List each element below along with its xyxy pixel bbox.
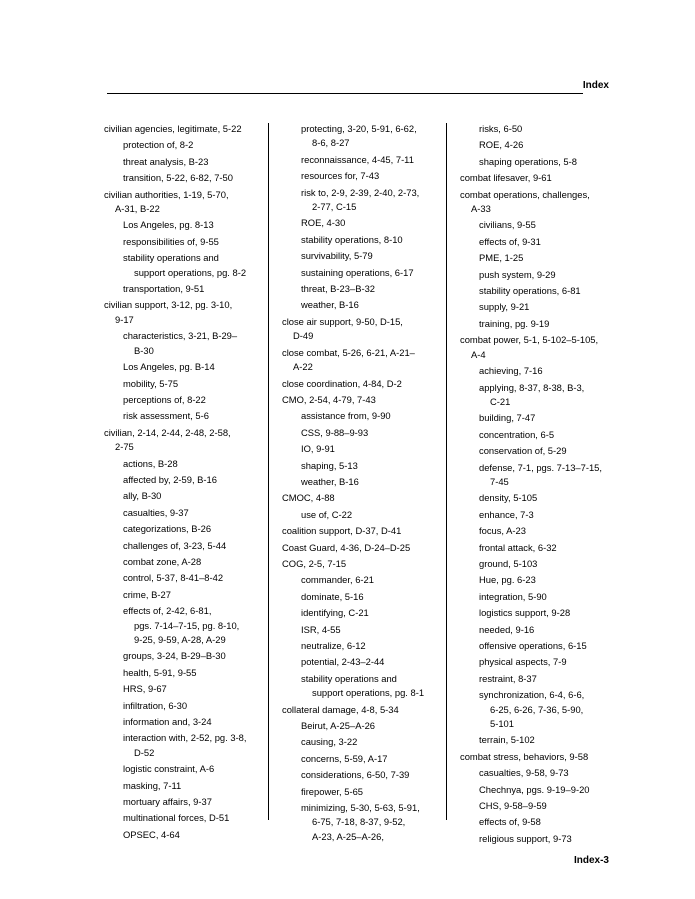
index-entry-line: casualties, 9-58, 9-73: [479, 767, 569, 779]
index-entry-line: applying, 8-37, 8-38, B-3,: [479, 381, 585, 393]
index-subentry: [282, 590, 452, 604]
index-subentry: [104, 377, 266, 391]
index-entry-line: 2-75: [115, 441, 134, 453]
column-divider-2: [446, 123, 447, 820]
index-entry: [460, 188, 630, 217]
index-subentry: [282, 801, 452, 844]
index-entry-line: perceptions of, 8-22: [123, 393, 206, 405]
index-subentry: [282, 573, 452, 587]
index-subentry: [460, 235, 630, 249]
index-entry-line: HRS, 9-67: [123, 683, 167, 695]
index-entry-line: reconnaissance, 4-45, 7-11: [301, 153, 414, 165]
index-subentry: [460, 508, 630, 522]
index-subentry: [460, 428, 630, 442]
index-entry-line: effects of, 2-42, 6-81,: [123, 605, 212, 617]
index-subentry: [282, 459, 452, 473]
index-entry-line: D-52: [134, 746, 155, 758]
index-entry-line: transition, 5-22, 6-82, 7-50: [123, 172, 233, 184]
index-entry-line: coalition support, D-37, D-41: [282, 525, 402, 537]
index-entry-line: firepower, 5-65: [301, 785, 364, 797]
index-entry-line: ally, B-30: [123, 490, 162, 502]
index-entry-line: combat power, 5-1, 5-102–5-105,: [460, 334, 599, 346]
index-entry: [282, 315, 452, 344]
index-entry: [282, 703, 452, 717]
index-subentry: [104, 329, 266, 358]
index-subentry: [282, 266, 452, 280]
index-entry-line: pgs. 7-14–7-15, pg. 8-10,: [134, 619, 240, 631]
index-subentry: [460, 268, 630, 282]
index-subentry: [104, 762, 266, 776]
index-entry-line: offensive operations, 6-15: [479, 640, 587, 651]
index-subentry: [282, 442, 452, 456]
index-entry-line: conservation of, 5-29: [479, 445, 567, 457]
index-entry-line: stability operations and: [123, 252, 219, 264]
index-subentry: [282, 249, 452, 263]
index-subentry: [104, 138, 266, 152]
column-divider-1: [268, 123, 269, 820]
index-subentry: [282, 768, 452, 782]
index-subentry: [104, 588, 266, 602]
index-subentry: [282, 752, 452, 766]
index-subentry: [282, 719, 452, 733]
index-entry-line: minimizing, 5-30, 5-63, 5-91,: [301, 802, 420, 814]
index-subentry: [282, 216, 452, 230]
index-entry-line: dominate, 5-16: [301, 590, 364, 602]
index-subentry: [282, 672, 452, 701]
index-entry-line: categorizations, B-26: [123, 523, 212, 535]
index-entry-line: logistics support, 9-28: [479, 607, 571, 619]
index-subentry: [104, 489, 266, 503]
index-subentry: [460, 461, 630, 490]
index-subentry: [104, 649, 266, 663]
index-subentry: [282, 409, 452, 423]
index-subentry: [460, 832, 630, 846]
index-subentry: [104, 682, 266, 696]
index-entry-line: concerns, 5-59, A-17: [301, 752, 388, 764]
index-entry: [282, 524, 452, 538]
index-entry-line: density, 5-105: [479, 492, 538, 504]
index-entry-line: combat zone, A-28: [123, 555, 202, 567]
index-entry-line: control, 5-37, 8-41–8-42: [123, 572, 224, 584]
index-subentry: [104, 171, 266, 185]
index-entry: [282, 346, 452, 375]
index-subentry: [104, 235, 266, 249]
index-entry-line: ISR, 4-55: [301, 623, 341, 635]
index-entry-line: defense, 7-1, pgs. 7-13–7-15,: [479, 461, 603, 473]
index-entry: [460, 750, 630, 764]
index-entry-line: use of, C-22: [301, 508, 353, 520]
index-entry-line: 9-17: [115, 313, 134, 325]
index-subentry: [104, 666, 266, 680]
index-subentry: [460, 541, 630, 555]
index-entry-line: threat, B-23–B-32: [301, 283, 376, 295]
index-entry-line: synchronization, 6-4, 6-6,: [479, 689, 585, 701]
index-subentry: [282, 785, 452, 799]
index-entry-line: civilian, 2-14, 2-44, 2-48, 2-58,: [104, 426, 231, 438]
index-subentry: [460, 411, 630, 425]
index-entry-line: Coast Guard, 4-36, D-24–D-25: [282, 541, 411, 553]
index-entry-line: 5-101: [490, 718, 514, 730]
index-subentry: [460, 251, 630, 265]
index-column-2: [282, 122, 452, 846]
index-subentry: [282, 186, 452, 215]
index-entry-line: combat lifesaver, 9-61: [460, 172, 552, 184]
index-entry-line: IO, 9-91: [301, 443, 335, 455]
index-subentry: [282, 298, 452, 312]
index-subentry: [282, 606, 452, 620]
page-number: Index-3: [573, 855, 609, 866]
index-entry: [104, 122, 266, 136]
index-entry-line: stability operations and: [301, 672, 397, 684]
index-subentry: [104, 506, 266, 520]
index-entry-line: A-23, A-25–A-26,: [312, 830, 384, 842]
index-entry-line: mortuary affairs, 9-37: [123, 796, 212, 808]
index-entry-line: needed, 9-16: [479, 623, 535, 635]
index-entry-line: A-22: [293, 361, 313, 373]
index-entry-line: terrain, 5-102: [479, 734, 535, 746]
index-subentry: [104, 779, 266, 793]
index-entry-line: potential, 2-43–2-44: [301, 656, 385, 668]
header-rule: [107, 93, 583, 94]
index-entry-line: causing, 3-22: [301, 736, 358, 748]
index-subentry: [282, 475, 452, 489]
index-subentry: [104, 571, 266, 585]
index-subentry: [104, 409, 266, 423]
index-entry-line: civilian support, 3-12, pg. 3-10,: [104, 299, 233, 311]
index-entry-line: Los Angeles, pg. 8-13: [123, 219, 214, 231]
index-entry-line: 6-75, 7-18, 8-37, 9-52,: [312, 816, 406, 828]
index-entry-line: B-30: [134, 344, 154, 356]
index-entry-line: resources for, 7-43: [301, 170, 380, 182]
index-entry-line: responsibilities of, 9-55: [123, 235, 219, 247]
index-entry-line: building, 7-47: [479, 412, 536, 424]
index-entry-line: identifying, C-21: [301, 607, 369, 619]
index-subentry: [104, 457, 266, 471]
index-entry: [104, 298, 266, 327]
index-subentry: [460, 783, 630, 797]
index-entry-line: stability operations, 8-10: [301, 233, 403, 245]
index-entry: [104, 188, 266, 217]
index-entry-line: logistic constraint, A-6: [123, 763, 215, 775]
index-entry-line: transportation, 9-51: [123, 283, 205, 295]
index-entry-line: supply, 9-21: [479, 301, 530, 313]
index-entry-line: push system, 9-29: [479, 268, 556, 280]
index-subentry: [282, 169, 452, 183]
index-entry-line: commander, 6-21: [301, 574, 374, 586]
index-subentry: [460, 491, 630, 505]
index-entry-line: restraint, 8-37: [479, 672, 537, 684]
index-subentry: [282, 735, 452, 749]
index-subentry: [460, 799, 630, 813]
index-subentry: [460, 155, 630, 169]
index-entry-line: Chechnya, pgs. 9-19–9-20: [479, 783, 590, 795]
index-entry-line: 8-6, 8-27: [312, 137, 350, 149]
index-column-1: [104, 122, 266, 844]
index-entry-line: groups, 3-24, B-29–B-30: [123, 650, 226, 662]
index-entry-line: OPSEC, 4-64: [123, 828, 180, 840]
index-entry-line: civilian agencies, legitimate, 5-22: [104, 123, 242, 134]
index-entry-line: interaction with, 2-52, pg. 3-8,: [123, 732, 247, 744]
index-subentry: [460, 557, 630, 571]
index-entry-line: mobility, 5-75: [123, 377, 179, 389]
index-subentry: [460, 688, 630, 731]
index-entry-line: shaping operations, 5-8: [479, 155, 577, 167]
index-entry-line: collateral damage, 4-8, 5-34: [282, 703, 399, 715]
index-subentry: [104, 473, 266, 487]
index-subentry: [104, 604, 266, 647]
index-entry-line: risk to, 2-9, 2-39, 2-40, 2-73,: [301, 186, 420, 198]
index-entry-line: considerations, 6-50, 7-39: [301, 769, 410, 781]
index-subentry: [460, 815, 630, 829]
index-entry: [282, 377, 452, 391]
index-entry-line: crime, B-27: [123, 588, 171, 600]
index-entry-line: close coordination, 4-84, D-2: [282, 377, 402, 389]
index-entry-line: assistance from, 9-90: [301, 410, 391, 422]
index-entry-line: civilian authorities, 1-19, 5-70,: [104, 188, 229, 200]
index-entry: [282, 557, 452, 571]
index-entry: [104, 426, 266, 455]
index-entry-line: weather, B-16: [301, 475, 359, 487]
index-entry-line: concentration, 6-5: [479, 428, 555, 440]
index-entry-line: religious support, 9-73: [479, 832, 572, 844]
index-subentry: [104, 251, 266, 280]
index-entry-line: risks, 6-50: [479, 123, 523, 134]
index-subentry: [104, 795, 266, 809]
index-entry-line: training, pg. 9-19: [479, 317, 550, 329]
index-subentry: [460, 444, 630, 458]
index-subentry: [460, 381, 630, 410]
index-subentry: [104, 715, 266, 729]
index-entry-line: Los Angeles, pg. B-14: [123, 361, 215, 373]
page-header-title: Index: [582, 80, 609, 91]
index-entry-line: A-4: [471, 348, 486, 360]
index-subentry: [460, 218, 630, 232]
index-subentry: [104, 282, 266, 296]
index-subentry: [460, 300, 630, 314]
index-entry-line: focus, A-23: [479, 525, 526, 537]
index-subentry: [282, 508, 452, 522]
index-entry-line: stability operations, 6-81: [479, 285, 581, 297]
index-entry-line: physical aspects, 7-9: [479, 656, 567, 668]
index-subentry: [460, 623, 630, 637]
index-entry-line: CMO, 2-54, 4-79, 7-43: [282, 393, 376, 405]
index-entry-line: survivability, 5-79: [301, 250, 373, 262]
index-entry-line: characteristics, 3-21, B-29–: [123, 330, 238, 342]
index-entry-line: neutralize, 6-12: [301, 640, 366, 651]
index-entry-line: 9-25, 9-59, A-28, A-29: [134, 634, 226, 645]
index-entry-line: effects of, 9-31: [479, 235, 541, 247]
index-subentry: [104, 218, 266, 232]
index-subentry: [104, 360, 266, 374]
index-subentry: [460, 590, 630, 604]
index-entry: [282, 393, 452, 407]
index-subentry: [460, 138, 630, 152]
index-subentry: [460, 364, 630, 378]
index-entry-line: close combat, 5-26, 6-21, A-21–: [282, 346, 415, 358]
index-entry-line: ROE, 4-26: [479, 139, 524, 151]
index-entry-line: 2-77, C-15: [312, 201, 357, 213]
index-entry-line: A-31, B-22: [115, 203, 160, 215]
index-entry-line: threat analysis, B-23: [123, 155, 209, 167]
index-entry-line: protecting, 3-20, 5-91, 6-62,: [301, 123, 417, 134]
index-column-3: [460, 122, 630, 848]
index-entry: [460, 333, 630, 362]
index-entry: [282, 491, 452, 505]
index-subentry: [282, 655, 452, 669]
index-entry-line: actions, B-28: [123, 457, 178, 469]
index-entry-line: enhance, 7-3: [479, 508, 534, 520]
index-entry-line: multinational forces, D-51: [123, 812, 230, 824]
index-entry-line: masking, 7-11: [123, 779, 182, 791]
index-entry-line: integration, 5-90: [479, 590, 547, 602]
index-entry-line: C-21: [490, 395, 511, 407]
index-entry-line: A-33: [471, 203, 491, 215]
index-subentry: [104, 555, 266, 569]
index-subentry: [460, 573, 630, 587]
index-subentry: [104, 811, 266, 825]
index-entry-line: challenges of, 3-23, 5-44: [123, 539, 227, 551]
index-subentry: [460, 733, 630, 747]
index-entry-line: Hue, pg. 6-23: [479, 574, 536, 586]
index-entry-line: health, 5-91, 9-55: [123, 666, 197, 678]
index-entry-line: CMOC, 4-88: [282, 492, 335, 504]
index-subentry: [282, 426, 452, 440]
index-subentry: [104, 155, 266, 169]
index-subentry: [104, 522, 266, 536]
index-subentry: [460, 672, 630, 686]
index-entry-line: ground, 5-103: [479, 557, 538, 569]
index-entry-line: achieving, 7-16: [479, 365, 543, 377]
index-entry-line: shaping, 5-13: [301, 459, 358, 471]
index-entry-line: combat stress, behaviors, 9-58: [460, 750, 589, 762]
index-entry-line: Beirut, A-25–A-26: [301, 720, 376, 732]
index-entry-line: support operations, pg. 8-2: [134, 266, 247, 278]
index-subentry: [460, 606, 630, 620]
index-entry-line: frontal attack, 6-32: [479, 541, 557, 553]
index-entry-line: ROE, 4-30: [301, 217, 346, 229]
index-entry: [282, 541, 452, 555]
index-subentry: [460, 639, 630, 653]
index-entry-line: civilians, 9-55: [479, 219, 536, 231]
index-entry-line: sustaining operations, 6-17: [301, 266, 414, 278]
index-subentry: [460, 655, 630, 669]
index-subentry: [282, 282, 452, 296]
index-entry-line: protection of, 8-2: [123, 139, 194, 151]
index-subentry: [104, 731, 266, 760]
index-entry-line: information and, 3-24: [123, 716, 212, 728]
index-entry-line: risk assessment, 5-6: [123, 410, 209, 422]
index-subentry: [282, 233, 452, 247]
index-entry-line: support operations, pg. 8-1: [312, 687, 425, 699]
index-subentry: [104, 699, 266, 713]
index-entry-line: PME, 1-25: [479, 252, 524, 264]
index-entry-line: CSS, 9-88–9-93: [301, 426, 369, 438]
index-entry-line: 6-25, 6-26, 7-36, 5-90,: [490, 703, 584, 715]
index-subentry: [282, 639, 452, 653]
index-subentry: [460, 766, 630, 780]
index-entry-line: D-49: [293, 330, 314, 342]
index-subentry: [282, 623, 452, 637]
index-subentry: [104, 828, 266, 842]
index-entry-line: CHS, 9-58–9-59: [479, 800, 547, 812]
index-entry-line: combat operations, challenges,: [460, 188, 590, 200]
index-entry-line: infiltration, 6-30: [123, 699, 188, 711]
index-entry-line: weather, B-16: [301, 299, 359, 311]
index-subentry: [460, 284, 630, 298]
index-entry-line: effects of, 9-58: [479, 816, 541, 828]
index-entry-line: close air support, 9-50, D-15,: [282, 315, 403, 327]
index-subentry: [460, 524, 630, 538]
index-entry-line: 7-45: [490, 475, 509, 487]
index-entry-line: COG, 2-5, 7-15: [282, 557, 347, 569]
index-subentry: [282, 153, 452, 167]
index-subentry: [460, 317, 630, 331]
index-subentry: [104, 393, 266, 407]
index-entry-line: affected by, 2-59, B-16: [123, 473, 217, 485]
index-subentry: [282, 122, 452, 151]
index-entry-line: casualties, 9-37: [123, 506, 189, 518]
index-subentry: [104, 539, 266, 553]
index-entry: [460, 171, 630, 185]
index-subentry: [460, 122, 630, 136]
